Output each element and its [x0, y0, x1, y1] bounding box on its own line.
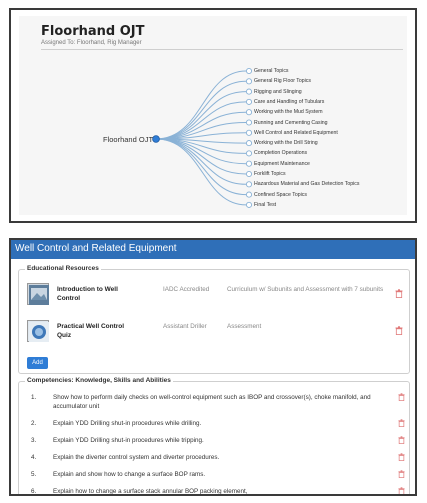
trash-icon[interactable]	[398, 470, 405, 478]
topic-node[interactable]	[246, 161, 251, 166]
resource-description: Curriculum w/ Subunits and Assessment with 7 subunits	[227, 286, 384, 293]
topic-detail-panel	[9, 238, 417, 496]
competency-number: 2.	[31, 420, 37, 427]
topic-label[interactable]: Hazardous Material and Gas Detection Topics	[254, 181, 360, 188]
topic-node[interactable]	[246, 141, 251, 146]
resource-name[interactable]: Practical Well Control Quiz	[57, 323, 125, 339]
competency-text: Explain how to change a surface stack annular BOP packing element,	[53, 488, 248, 495]
resource-type: Assistant Driller	[163, 323, 207, 330]
competencies-legend: Competencies: Knowledge, Skills and Abilities	[27, 377, 171, 384]
trash-icon[interactable]	[398, 487, 405, 495]
topic-label[interactable]: Running and Cementing Casing	[254, 119, 328, 126]
competency-text: Explain and show how to change a surface BOP rams.	[53, 471, 206, 478]
competency-number: 5.	[31, 471, 37, 478]
competencies-section	[18, 377, 410, 496]
topic-node[interactable]	[246, 130, 251, 135]
add-resource-button[interactable]: Add	[27, 357, 48, 369]
detail-header: Well Control and Related Equipment	[11, 240, 415, 259]
resource-description: Assessment	[227, 323, 262, 330]
topic-label[interactable]: Forklift Topics	[254, 171, 286, 177]
ojt-tree-panel	[9, 8, 417, 223]
competency-number: 4.	[31, 454, 37, 461]
tree-branch	[156, 71, 246, 139]
resource-name[interactable]: Introduction to Well Control	[57, 286, 118, 302]
trash-icon[interactable]	[398, 419, 405, 427]
educational-resources-section	[18, 265, 410, 374]
topic-label[interactable]: Final Test	[254, 201, 277, 208]
competency-text: Explain YDD Drilling shut-in procedures while drilling.	[53, 420, 202, 427]
competency-number: 3.	[31, 437, 37, 444]
resource-row[interactable]	[27, 283, 407, 313]
trash-icon[interactable]	[395, 289, 403, 298]
quiz-thumbnail-icon	[27, 320, 49, 342]
tree-branch	[156, 139, 246, 174]
topic-node[interactable]	[246, 192, 251, 197]
topic-label[interactable]: Working with the Mud System	[254, 109, 323, 116]
topic-node[interactable]	[246, 171, 251, 176]
tree-branch	[156, 139, 246, 205]
tree-root-node[interactable]	[153, 136, 160, 143]
competency-text: Explain the diverter control system and diverter procedures.	[53, 454, 220, 461]
topic-node[interactable]	[246, 151, 251, 156]
ojt-assigned: Assigned To: Floorhand, Rig Manager	[41, 40, 142, 46]
topic-node[interactable]	[246, 110, 251, 115]
topic-label[interactable]: General Topics	[254, 68, 289, 74]
competency-text: Explain YDD Drilling shut-in procedures while tripping.	[53, 437, 204, 444]
resource-row[interactable]	[27, 320, 407, 350]
competency-number: 1.	[31, 394, 37, 401]
trash-icon[interactable]	[398, 436, 405, 444]
topic-node[interactable]	[246, 89, 251, 94]
tree-root-label: Floorhand OJT	[103, 135, 154, 144]
topic-node[interactable]	[246, 120, 251, 125]
tree-branch	[156, 81, 246, 139]
topic-node[interactable]	[246, 182, 251, 187]
resources-legend: Educational Resources	[27, 265, 99, 272]
competency-text: Show how to perform daily checks on well-control equipment such as IBOP and crossover(s), choke manifold, and accumulator unit	[53, 394, 371, 410]
topic-label[interactable]: Working with the Drill String	[254, 140, 318, 147]
course-thumbnail-icon	[27, 283, 49, 305]
resource-type: IADC Accredited	[163, 286, 210, 293]
topic-node[interactable]	[246, 99, 251, 104]
topic-label[interactable]: General Rig Floor Topics	[254, 78, 311, 85]
competency-number: 6.	[31, 488, 37, 495]
topic-node[interactable]	[246, 68, 251, 73]
topic-label[interactable]: Rigging and Slinging	[254, 88, 302, 95]
tree-branch	[156, 92, 246, 139]
trash-icon[interactable]	[395, 326, 403, 335]
topic-node[interactable]	[246, 79, 251, 84]
ojt-title: Floorhand OJT	[41, 24, 145, 39]
topic-label[interactable]: Completion Operations	[254, 150, 308, 157]
topic-label[interactable]: Equipment Maintenance	[254, 160, 310, 167]
topic-label[interactable]: Confined Space Topics	[254, 191, 307, 198]
topic-label[interactable]: Care and Handling of Tubulars	[254, 98, 325, 105]
trash-icon[interactable]	[398, 453, 405, 461]
topic-label[interactable]: Well Control and Related Equipment	[254, 129, 338, 136]
trash-icon[interactable]	[398, 393, 405, 401]
topic-node[interactable]	[246, 202, 251, 207]
tree-branch	[156, 139, 246, 195]
